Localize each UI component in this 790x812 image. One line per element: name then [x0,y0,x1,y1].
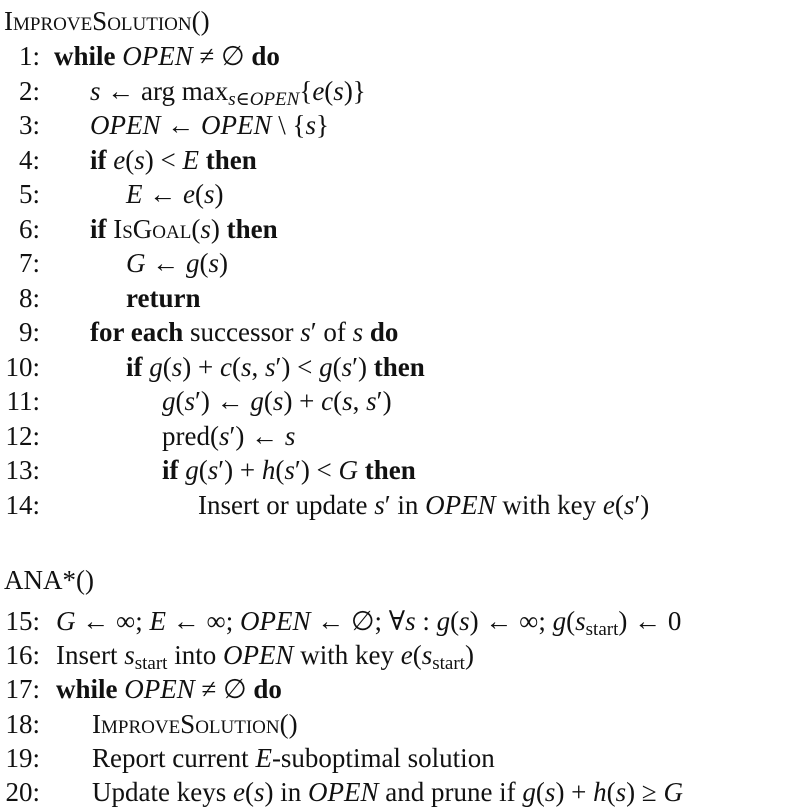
line-number: 19: [5,742,40,773]
line-number: 14: [5,489,40,520]
line-content: E ← e(s) [126,179,224,209]
line-content: for each successor s′ of s do [90,317,399,347]
line-content: return [126,282,201,313]
line-content: G ← g(s) [126,248,229,278]
line-content: G ← ∞; E ← ∞; OPEN ← ∅; ∀s : g(s) ← ∞; $g(s_{start})$ ← 0 [56,606,682,640]
line-content: if g(s) + c(s, s′) < g(s′) then [126,351,425,382]
line-number: 1: [18,41,40,71]
algorithm-line [0,672,790,706]
algorithm-title: ANA*() [4,565,94,595]
algorithm-line [0,212,790,246]
algorithm-line [0,108,790,142]
algorithm-line [0,488,790,522]
line-number: 20: [5,777,40,807]
line-content: while OPEN ≠ ∅ do [56,674,282,705]
line-content: Update keys e(s) in OPEN and prune if g(s) + h(s) ≥ G [92,777,683,807]
algorithm-line [0,246,790,280]
line-content: ImproveSolution() [92,708,298,739]
algorithm-line [0,281,790,315]
algorithm-line [0,177,790,211]
algorithm-line [0,775,790,809]
algorithm-line [0,741,790,775]
line-number: 4: [18,144,40,175]
line-number: 16: [5,640,40,671]
algorithm-line [0,39,790,73]
line-content: OPEN ← OPEN \ {s} [90,110,329,140]
line-content: s ← arg $\max_{s\in OPEN}\{e(s)\}$ [90,75,366,110]
line-number: 11: [6,386,40,416]
line-content: while OPEN ≠ ∅ do [54,41,280,71]
line-number: 13: [5,455,40,485]
line-number: 6: [18,213,40,244]
line-content: if IsGoal(s) then [90,213,278,244]
line-content: if g(s′) + h(s′) < G then [162,455,416,485]
line-number: 12: [5,420,40,451]
algorithm-line [0,143,790,177]
line-content: Report current E-suboptimal solution [92,742,495,773]
line-number: 8: [18,282,40,313]
algorithm-line [0,74,790,108]
line-number: 5: [18,179,40,209]
line-number: 10: [5,351,40,382]
line-number: 3: [18,110,40,140]
algorithm-title: ImproveSolution() [4,6,210,36]
algorithm-line [0,384,790,418]
line-content: if e(s) < E then [90,144,257,175]
line-number: 2: [18,75,40,106]
algorithm-line [0,604,790,638]
algorithm-line [0,350,790,384]
line-number: 9: [18,317,40,347]
line-content: Insert or update s′ in OPEN with key e(s′) [198,489,650,520]
line-number: 15: [5,606,40,636]
algorithm-line [0,453,790,487]
line-content: pred(s′) ← s [162,420,296,451]
line-number: 7: [18,248,40,278]
line-content: g(s′) ← g(s) + c(s, s′) [162,386,392,416]
algorithm-line [0,707,790,741]
algorithm-line [0,638,790,675]
algorithm-line [0,419,790,453]
line-number: 17: [5,674,40,705]
algorithm-line [0,315,790,349]
line-content: Insert $s_{start}$ into OPEN with key $e(s_{start})$ [56,640,474,675]
line-number: 18: [5,708,40,739]
